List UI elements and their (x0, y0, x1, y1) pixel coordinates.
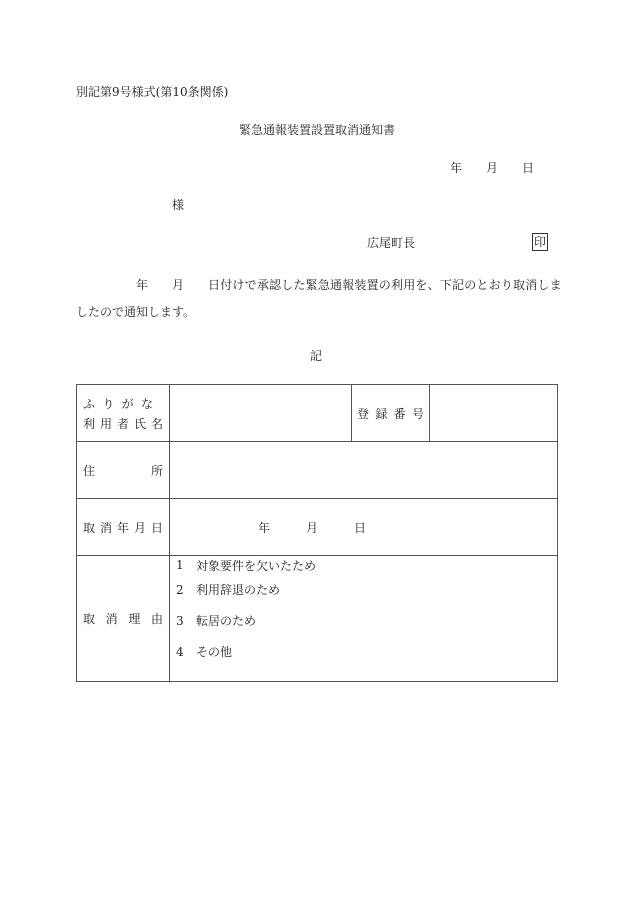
reg-no-field[interactable] (430, 385, 558, 442)
day-label: 日 (522, 161, 535, 175)
body-year: 年 (136, 278, 149, 292)
table-row-name (77, 385, 558, 442)
cancel-date-label-cell (77, 499, 170, 556)
label-char: 取 (83, 612, 96, 626)
reason-option[interactable] (170, 556, 557, 574)
body-line-1 (136, 279, 562, 291)
table-row-cancel-date (77, 499, 558, 556)
reason-number: 4 (176, 644, 184, 659)
address-field[interactable] (170, 442, 558, 499)
table-row-reason (77, 556, 558, 682)
day-label: 日 (354, 520, 367, 535)
document-title: 緊急通報装置設置取消通知書 (239, 123, 396, 137)
label-char: 取 (83, 520, 96, 535)
label-char: 号 (411, 406, 424, 421)
label-char: 日 (150, 520, 163, 535)
reason-number: 3 (176, 613, 184, 628)
reason-label-cell (77, 556, 170, 682)
label-char: 住 (83, 463, 96, 478)
reason-text: 転居のため (196, 614, 257, 628)
year-label: 年 (450, 161, 463, 175)
label-char: 氏 (133, 416, 146, 431)
label-char: 利 (83, 416, 96, 431)
label-char: 年 (116, 520, 129, 535)
cancel-date-field[interactable] (170, 499, 558, 556)
seal-mark (532, 236, 548, 248)
issuer: 広尾町長 (367, 236, 416, 250)
month-label: 月 (486, 161, 499, 175)
body-month: 月 (172, 278, 185, 292)
name-field[interactable] (170, 385, 352, 442)
label-char: 理 (128, 612, 141, 626)
label-char: 者 (116, 416, 129, 431)
label-char: 由 (150, 612, 163, 626)
label-char: 用 (99, 416, 112, 431)
reason-option[interactable] (170, 574, 557, 605)
label-char: 消 (105, 612, 118, 626)
issue-date (450, 162, 534, 174)
label-char: 消 (99, 520, 112, 535)
reason-option[interactable] (170, 605, 557, 636)
label-char: り (102, 396, 115, 411)
ki-heading: 記 (310, 349, 323, 363)
reason-options (170, 556, 558, 682)
table-row-address (77, 442, 558, 499)
label-char: 月 (133, 520, 146, 535)
reason-text: その他 (196, 645, 233, 659)
label-char: 登 (357, 406, 370, 421)
label-char: が (121, 396, 134, 411)
reason-text: 対象要件を欠いたため (196, 558, 317, 573)
label-char: ふ (83, 396, 96, 411)
reg-no-label-cell (352, 385, 430, 442)
seal-text: 印 (534, 235, 547, 249)
reason-option[interactable] (170, 636, 557, 667)
address-label-cell (77, 442, 170, 499)
details-table (76, 384, 558, 682)
month-label: 月 (306, 520, 319, 535)
body-line-2: したので通知します。 (76, 305, 196, 319)
label-char: 番 (393, 406, 406, 421)
body-text: 日付けで承認した緊急通報装置の利用を、下記のとおり取消しま (208, 278, 562, 292)
reason-text: 利用辞退のため (196, 583, 281, 597)
label-char: 録 (375, 406, 388, 421)
reason-number: 1 (176, 558, 184, 572)
year-label: 年 (258, 520, 271, 535)
label-char: 名 (150, 416, 163, 431)
label-char: な (140, 396, 153, 411)
label-char: 所 (150, 463, 163, 478)
form-label: 別記第9号様式(第10条関係) (76, 85, 229, 99)
reason-number: 2 (176, 582, 184, 597)
name-label-cell (77, 385, 170, 442)
addressee-suffix: 様 (172, 198, 185, 212)
